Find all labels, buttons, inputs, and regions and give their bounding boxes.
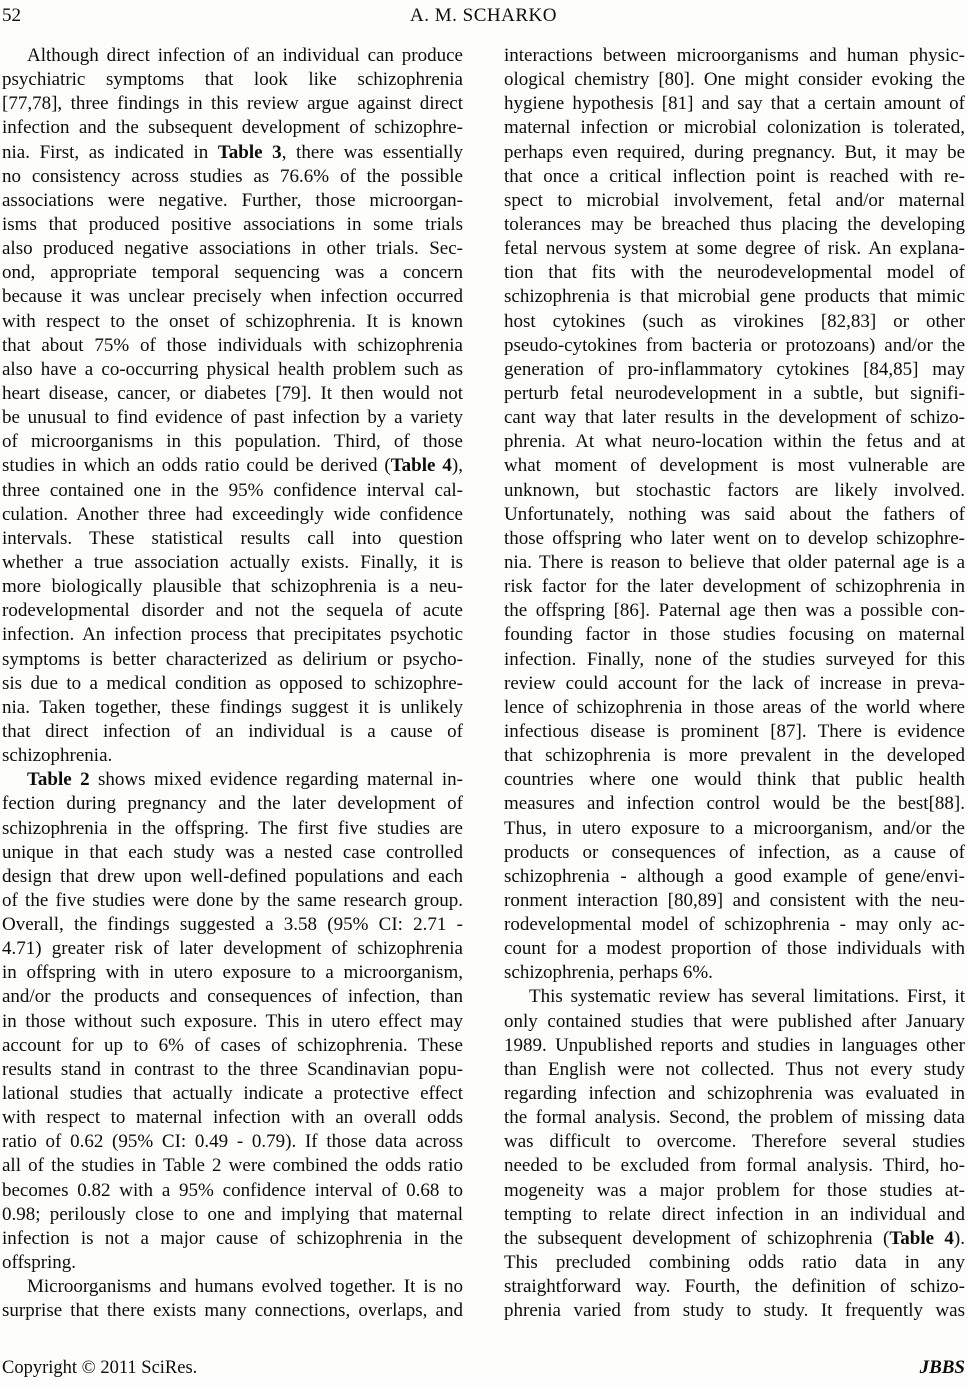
running-head: A. M. SCHARKO [410,5,557,26]
text-line [2,1058,463,1082]
paragraph-last-line [2,1251,463,1275]
text-line [2,1010,463,1034]
text-line [504,382,965,406]
text-segment: only contained studies that were published after January [504,1010,965,1032]
text-line [2,430,463,454]
text-line [504,913,965,937]
text-segment: symptoms is better characterized as delirium or psycho- [2,648,463,670]
text-segment: fetal nervous system at some degree of risk. An explana- [504,238,965,260]
text-segment: phrenia. At what neuro-location within the fetus and at [504,431,965,453]
text-segment: that once a critical inflection point is reached with re- [504,165,965,187]
text-segment: Although direct infection of an individual can produce [27,45,463,66]
text-segment: fection during pregnancy and the later development of [2,793,463,815]
text-line [504,696,965,720]
text-line [504,503,965,527]
text-segment: tion that fits with the neurodevelopmental model of [504,262,965,284]
text-segment: products or consequences of infection, as a cause of [504,841,965,863]
text-line [2,648,463,672]
text-line [2,189,463,213]
text-line [504,599,965,623]
text-segment: what moment of development is most vulnerable are [504,455,965,477]
text-line [504,1251,965,1275]
text-line [2,551,463,575]
table-reference: Table 2 [27,769,90,791]
text-line [504,406,965,430]
text-line [2,92,463,116]
text-line [504,430,965,454]
text-line [2,503,463,527]
text-segment: associations were negative. Further, those microorgan- [2,189,463,211]
text-segment: unique in that each study was a nested case controlled [2,841,463,863]
text-line [504,744,965,768]
text-segment: pseudo-cytokines from bacteria or protozoans) and/or the [504,334,965,356]
text-segment: 4.71) greater risk of later development of schizophrenia [2,938,463,960]
text-line [504,1227,965,1251]
text-line [504,261,965,285]
text-segment: tempting to relate direct infection in an individual and [504,1203,965,1225]
text-line [504,623,965,647]
text-segment: in offspring with in utero exposure to a microorganism, [2,962,463,984]
text-segment: more biologically plausible that schizophrenia is a neu- [2,576,463,598]
text-line [504,1154,965,1178]
text-segment: also produced negative associations in other trials. Sec- [2,238,463,260]
text-line [2,406,463,430]
text-line [504,1034,965,1058]
text-line [504,865,965,889]
text-line [2,961,463,985]
text-segment: phrenia varied from study to study. It frequently was [504,1300,965,1322]
text-line [2,720,463,744]
text-line [504,285,965,309]
text-segment: spect to microbial involvement, fetal and/or maternal [504,189,965,211]
text-line [2,1179,463,1203]
text-segment: rodevelopmental model of schizophrenia - may only ac- [504,914,965,936]
text-line [504,310,965,334]
text-line [2,213,463,237]
text-line [2,141,463,165]
text-line [504,1299,965,1323]
text-segment: schizophrenia - although a good example of gene/envi- [504,865,965,887]
text-line [504,792,965,816]
text-segment: with respect to maternal infection with an overall odds [2,1107,463,1129]
text-segment: all of the studies in Table 2 were combined the odds ratio [2,1155,463,1177]
text-segment: 0.98; perilously close to one and implying that maternal [2,1203,463,1225]
text-line [504,92,965,116]
text-segment: Microorganisms and humans evolved together. It is no [27,1276,463,1298]
text-line [2,817,463,841]
page-header [2,4,965,30]
paragraph-first-line [504,985,965,1009]
text-line [504,575,965,599]
paragraph-first-line [2,44,463,68]
paragraph-last-line [2,744,463,768]
text-line [504,1058,965,1082]
text-segment: account for up to 6% of cases of schizophrenia. These [2,1034,463,1056]
text-line [2,527,463,551]
text-line [2,1154,463,1178]
page-number: 52 [2,5,21,26]
table-reference: Table 4 [889,1227,954,1249]
text-segment: because it was unclear precisely when infection occurred [2,286,463,308]
text-line [504,551,965,575]
text-line [504,1275,965,1299]
text-segment: Unfortunately, nothing was said about the fathers of [504,503,965,525]
text-line [504,479,965,503]
text-line [2,696,463,720]
text-line [2,985,463,1009]
text-segment: hygiene hypothesis [81] and say that a certain amount of [504,93,965,115]
text-segment: cant way that later results in the development of schizo- [504,407,965,429]
text-line [504,1082,965,1106]
text-segment: infection. Finally, none of the studies surveyed for this [504,648,965,670]
text-line [2,889,463,913]
text-segment: schizophrenia. [2,745,113,767]
text-segment: lational studies that actually indicate a protective effect [2,1083,463,1105]
text-line [504,1106,965,1130]
text-segment: that schizophrenia is more prevalent in the developed [504,745,965,767]
text-line [504,648,965,672]
text-segment: becomes 0.82 with a 95% confidence interval of 0.68 to [2,1179,463,1201]
text-line [504,527,965,551]
text-segment: of microorganisms in this population. Third, of those [2,431,463,453]
text-segment: heart disease, cancer, or diabetes [79]. It then would not [2,382,463,404]
text-line [504,937,965,961]
text-segment: ond, appropriate temporal sequencing was a concern [2,262,463,284]
journal-abbreviation: JBBS [919,1357,965,1378]
text-line [504,68,965,92]
text-line [504,1203,965,1227]
text-segment: studies in which an odds ratio could be derived ( [2,455,391,477]
text-line [2,792,463,816]
text-segment: schizophrenia is that microbial gene products that mimic [504,286,965,308]
text-segment: infectious disease is prominent [87]. There is evidence [504,720,965,742]
text-segment: Thus, in utero exposure to a microorganism, and/or the [504,817,965,839]
text-segment: lence of schizophrenia in those areas of the world where [504,696,965,718]
text-segment: schizophrenia in the offspring. The first five studies are [2,817,463,839]
text-segment: surprise that there exists many connections, overlaps, and [2,1300,463,1322]
text-line [2,165,463,189]
text-segment: ological chemistry [80]. One might consider evoking the [504,69,965,91]
text-line [504,237,965,261]
text-segment: nia. There is reason to believe that older paternal age is a [504,551,965,573]
text-line [2,68,463,92]
text-segment: host cytokines (such as virokines [82,83] or other [504,310,965,332]
text-line [2,865,463,889]
text-segment: ). [953,1227,965,1249]
text-segment: straightforward way. Fourth, the definition of schizo- [504,1276,965,1298]
text-segment: measures and infection control would be the best[88]. [504,793,965,815]
text-segment: was difficult to overcome. Therefore several studies [504,1131,965,1153]
text-line [2,913,463,937]
text-segment: isms that produced positive associations in some trials [2,213,463,235]
text-line [504,1179,965,1203]
paragraph-first-line [2,1275,463,1299]
text-column-right [504,44,965,1323]
text-segment: schizophrenia, perhaps 6%. [504,962,713,984]
text-segment: [77,78], three findings in this review argue against direct [2,93,463,115]
text-line [2,1203,463,1227]
text-segment: shows mixed evidence regarding maternal in- [89,769,463,791]
text-column-left [2,44,463,1323]
text-segment: ronment interaction [80,89] and consistent with the neu- [504,889,965,911]
text-line [504,1010,965,1034]
text-segment: of the five studies were done by the same research group. [2,889,463,911]
paragraph-last-line [504,961,965,985]
text-segment: sis due to a medical condition as opposed to schizophre- [2,672,463,694]
text-segment: the formal analysis. Second, the problem of missing data [504,1107,965,1129]
text-segment: rodevelopmental disorder and not the sequela of acute [2,600,463,622]
text-segment: nia. Taken together, these findings suggest it is unlikely [2,696,463,718]
text-line [504,141,965,165]
text-line [504,358,965,382]
text-line [504,768,965,792]
text-segment: perturb fetal neurodevelopment in a subtle, but signifi- [504,382,965,404]
text-line [504,213,965,237]
text-segment: infection and the subsequent development of schizophre- [2,117,463,139]
text-segment: mogeneity was a major problem for those studies at- [504,1179,965,1201]
copyright-notice: Copyright © 2011 SciRes. [2,1358,198,1378]
text-segment: three contained one in the 95% confidence interval cal- [2,479,463,501]
text-segment: infection is not a major cause of schizophrenia in the [2,1227,463,1249]
text-line [2,1130,463,1154]
text-line [2,237,463,261]
text-line [504,841,965,865]
table-reference: Table 3 [217,141,282,163]
text-line [504,889,965,913]
table-reference: Table 4 [390,455,452,477]
text-segment: ), [451,455,463,477]
text-line [2,599,463,623]
text-line [2,1034,463,1058]
text-segment: intervals. These statistical results call into question [2,527,463,549]
text-line [504,334,965,358]
text-line [504,44,965,68]
text-segment: regarding infection and schizophrenia was evaluated in [504,1083,965,1105]
text-segment: , there was essentially [281,141,463,163]
text-line [2,937,463,961]
text-segment: no consistency across studies as 76.6% of the possible [2,165,463,187]
text-line [2,1227,463,1251]
text-segment: generation of pro-inflammatory cytokines [84,85] may [504,358,965,380]
text-segment: tolerances may be breached thus placing the developing [504,213,965,235]
text-segment: the subsequent development of schizophrenia ( [504,1227,890,1249]
text-line [2,285,463,309]
text-line [504,116,965,140]
article-body [2,44,965,1323]
text-segment: results stand in contrast to the three Scandinavian popu- [2,1058,463,1080]
text-segment: interactions between microorganisms and human physic- [504,45,965,66]
text-segment: Overall, the findings suggested a 3.58 (95% CI: 2.71 - [2,914,463,936]
text-segment: risk factor for the later development of schizophrenia in [504,576,965,598]
text-segment: than English were not collected. Thus not every study [504,1058,965,1080]
text-segment: those offspring who later went on to develop schizophre- [504,527,965,549]
text-segment: maternal infection or microbial colonization is tolerated, [504,117,965,139]
text-segment: perhaps even required, during pregnancy. But, it may be [504,141,965,163]
text-line [2,334,463,358]
text-line [2,841,463,865]
text-segment: be unusual to find evidence of past infection by a variety [2,407,463,429]
text-line [2,672,463,696]
text-line [2,1299,463,1323]
text-segment: founding factor in those studies focusing on maternal [504,624,965,646]
text-line [504,189,965,213]
text-segment: psychiatric symptoms that look like schizophrenia [2,69,463,91]
text-line [2,1106,463,1130]
text-segment: also have a co-occurring physical health problem such as [2,358,463,380]
text-line [2,479,463,503]
text-line [504,672,965,696]
text-segment: design that drew upon well-defined populations and each [2,865,463,887]
text-line [2,382,463,406]
text-line [2,310,463,334]
text-segment: whether a true association actually exists. Finally, it is [2,551,463,573]
text-line [2,116,463,140]
text-segment: unknown, but stochastic factors are likely involved. [504,479,965,501]
text-line [2,1082,463,1106]
page-footer [2,1356,965,1380]
paragraph-first-line [2,768,463,792]
text-line [2,623,463,647]
text-segment: review could account for the lack of increase in preva- [504,672,965,694]
text-segment: culation. Another three had exceedingly wide confidence [2,503,463,525]
text-segment: and/or the products and consequences of infection, than [2,986,463,1008]
text-segment: This systematic review has several limitations. First, it [529,986,965,1008]
text-line [2,261,463,285]
text-line [2,454,463,478]
text-segment: nia. First, as indicated in [2,141,218,163]
text-line [504,817,965,841]
text-segment: that direct infection of an individual is a cause of [2,720,463,742]
text-line [504,165,965,189]
text-line [504,454,965,478]
text-segment: 1989. Unpublished reports and studies in languages other [504,1034,965,1056]
text-segment: the offspring [86]. Paternal age then was a possible con- [504,600,965,622]
text-line [504,720,965,744]
text-segment: offspring. [2,1252,77,1274]
text-segment: This precluded combining odds ratio data in any [504,1252,965,1274]
text-segment: that about 75% of those individuals with schizophrenia [2,334,463,356]
text-line [2,358,463,382]
text-segment: in those without such exposure. This in utero effect may [2,1010,463,1032]
text-segment: ratio of 0.62 (95% CI: 0.49 - 0.79). If those data across [2,1131,463,1153]
text-line [2,575,463,599]
text-line [504,1130,965,1154]
text-segment: count for a modest proportion of those individuals with [504,938,965,960]
text-segment: infection. An infection process that precipitates psychotic [2,624,463,646]
text-segment: with respect to the onset of schizophrenia. It is known [2,310,463,332]
text-segment: needed to be excluded from formal analysis. Third, ho- [504,1155,965,1177]
text-segment: countries where one would think that public health [504,769,965,791]
